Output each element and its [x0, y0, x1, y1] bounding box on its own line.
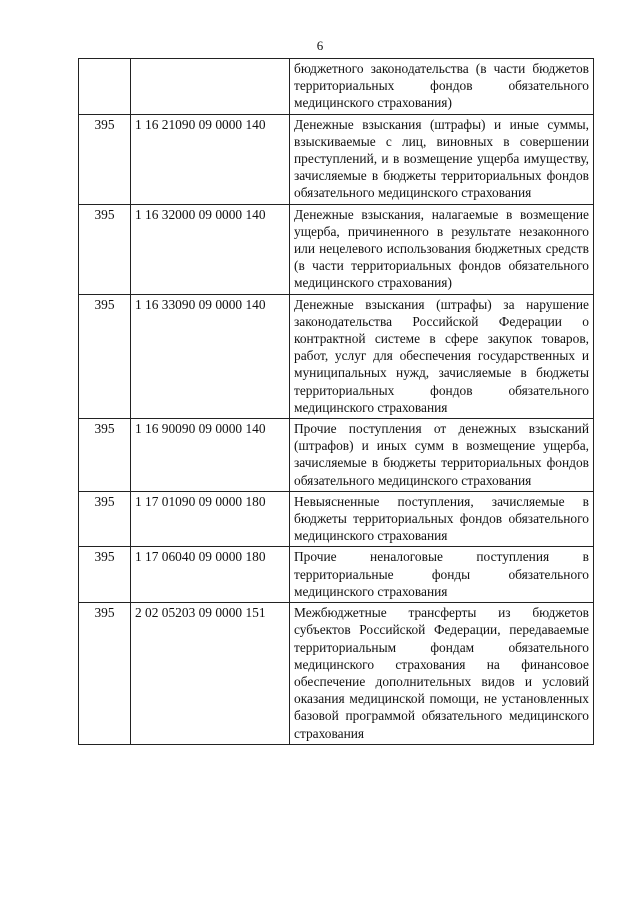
table-body	[79, 59, 594, 745]
admin-code-cell	[79, 59, 131, 115]
description-line: помощи, не установленных базовой	[294, 691, 589, 724]
description-line: суммы, взыскиваемые с лиц, виновных в	[294, 116, 589, 149]
description-cell	[290, 419, 594, 492]
kbk-code-cell: 1 17 01090 09 0000 180	[131, 491, 290, 547]
description-line: бюджетов территориальных фондов	[294, 61, 589, 94]
kbk-code-cell: 1 16 32000 09 0000 140	[131, 204, 290, 294]
description-line: территориальных фондов обязательного	[351, 258, 589, 274]
description-line: бюджеты территориальных фондов	[294, 511, 503, 527]
table-row	[79, 547, 594, 603]
kbk-code-cell: 1 16 90090 09 0000 140	[131, 419, 290, 492]
description-line: Невыясненные поступления, зачисляемые в	[294, 493, 589, 509]
description-line: (штрафов) и иных сумм в возмещение	[294, 438, 536, 454]
description-cell	[290, 204, 594, 294]
kbk-code-cell: 1 16 33090 09 0000 140	[131, 294, 290, 418]
description-cell	[290, 114, 594, 204]
description-line: ущерба, зачисляемые в бюджеты	[294, 438, 589, 471]
description-line: Прочие поступления от денежных взысканий	[294, 421, 589, 437]
description-line: муниципальных нужд, зачисляемые в	[294, 365, 527, 381]
description-line: бюджеты территориальных фондов	[294, 365, 589, 398]
table-row	[79, 294, 594, 418]
table-row	[79, 114, 594, 204]
description-cell	[290, 603, 594, 745]
admin-code-cell: 395	[79, 603, 131, 745]
description-line: использования бюджетных средств (в части	[294, 241, 589, 274]
table-row	[79, 491, 594, 547]
description-line: Федерации о контрактной системе в сфере	[294, 313, 589, 347]
description-line: обязательного медицинского страхования	[294, 511, 589, 544]
description-line: Денежные взыскания (штрафы) и иные	[294, 116, 539, 132]
description-line: медицинского страхования	[294, 583, 448, 599]
description-line: обеспечения государственных и	[399, 348, 589, 364]
description-line: нарушение законодательства Российской	[294, 296, 589, 329]
table-row	[79, 603, 594, 745]
admin-code-cell: 395	[79, 294, 131, 418]
description-line: субъектов Российской Федерации,	[294, 622, 501, 638]
admin-code-cell: 395	[79, 114, 131, 204]
admin-code-cell: 395	[79, 491, 131, 547]
kbk-code-cell: 2 02 05203 09 0000 151	[131, 603, 290, 745]
description-line: ущерба имуществу, зачисляемые в бюджеты	[294, 151, 589, 184]
table-row	[79, 204, 594, 294]
description-line: обязательного медицинского страхования	[294, 382, 589, 415]
description-cell	[290, 491, 594, 547]
kbk-code-cell: 1 17 06040 09 0000 180	[131, 547, 290, 603]
description-line: территориальных фондов обязательного	[294, 168, 589, 201]
description-line: медицинского страхования)	[294, 275, 452, 291]
table-row	[79, 59, 594, 115]
description-line: обязательного медицинского страхования)	[294, 78, 589, 111]
description-line: территориальных фондов обязательного	[294, 455, 589, 488]
description-line: Прочие неналоговые поступления в	[294, 549, 589, 565]
page-number: 6	[316, 38, 324, 53]
description-line: возмещение ущерба, причиненного в	[294, 206, 589, 239]
description-line: Денежные взыскания, налагаемые в	[294, 206, 513, 222]
description-line: видов и условий оказания медицинской	[294, 673, 589, 707]
description-cell	[290, 547, 594, 603]
description-line: бюджетного законодательства (в части	[294, 61, 526, 76]
table-row	[79, 419, 594, 492]
description-line: Межбюджетные трансферты из бюджетов	[294, 605, 589, 621]
description-line: совершении преступлений, и в возмещение	[294, 133, 589, 167]
description-line: медицинского страхования	[377, 472, 532, 488]
admin-code-cell: 395	[79, 547, 131, 603]
description-line: обязательного медицинского страхования на	[294, 639, 589, 672]
description-line: закупок товаров, работ, услуг для	[294, 331, 589, 364]
revenue-codes-table	[78, 58, 594, 745]
description-line: Денежные взыскания (штрафы) за	[294, 296, 515, 312]
description-line: результате незаконного или нецелевого	[294, 223, 589, 257]
description-line: медицинского страхования	[377, 185, 532, 201]
description-cell	[290, 59, 594, 115]
description-line: финансовое обеспечение дополнительных	[294, 656, 589, 689]
admin-code-cell: 395	[79, 204, 131, 294]
description-line: страхования	[294, 725, 365, 741]
kbk-code-cell	[131, 59, 290, 115]
description-cell	[290, 294, 594, 418]
admin-code-cell: 395	[79, 419, 131, 492]
description-line: передаваемые территориальным фондам	[294, 622, 589, 655]
kbk-code-cell: 1 16 21090 09 0000 140	[131, 114, 290, 204]
description-line: территориальные фонды обязательного	[294, 566, 589, 582]
description-line: программой обязательного медицинского	[345, 708, 589, 724]
